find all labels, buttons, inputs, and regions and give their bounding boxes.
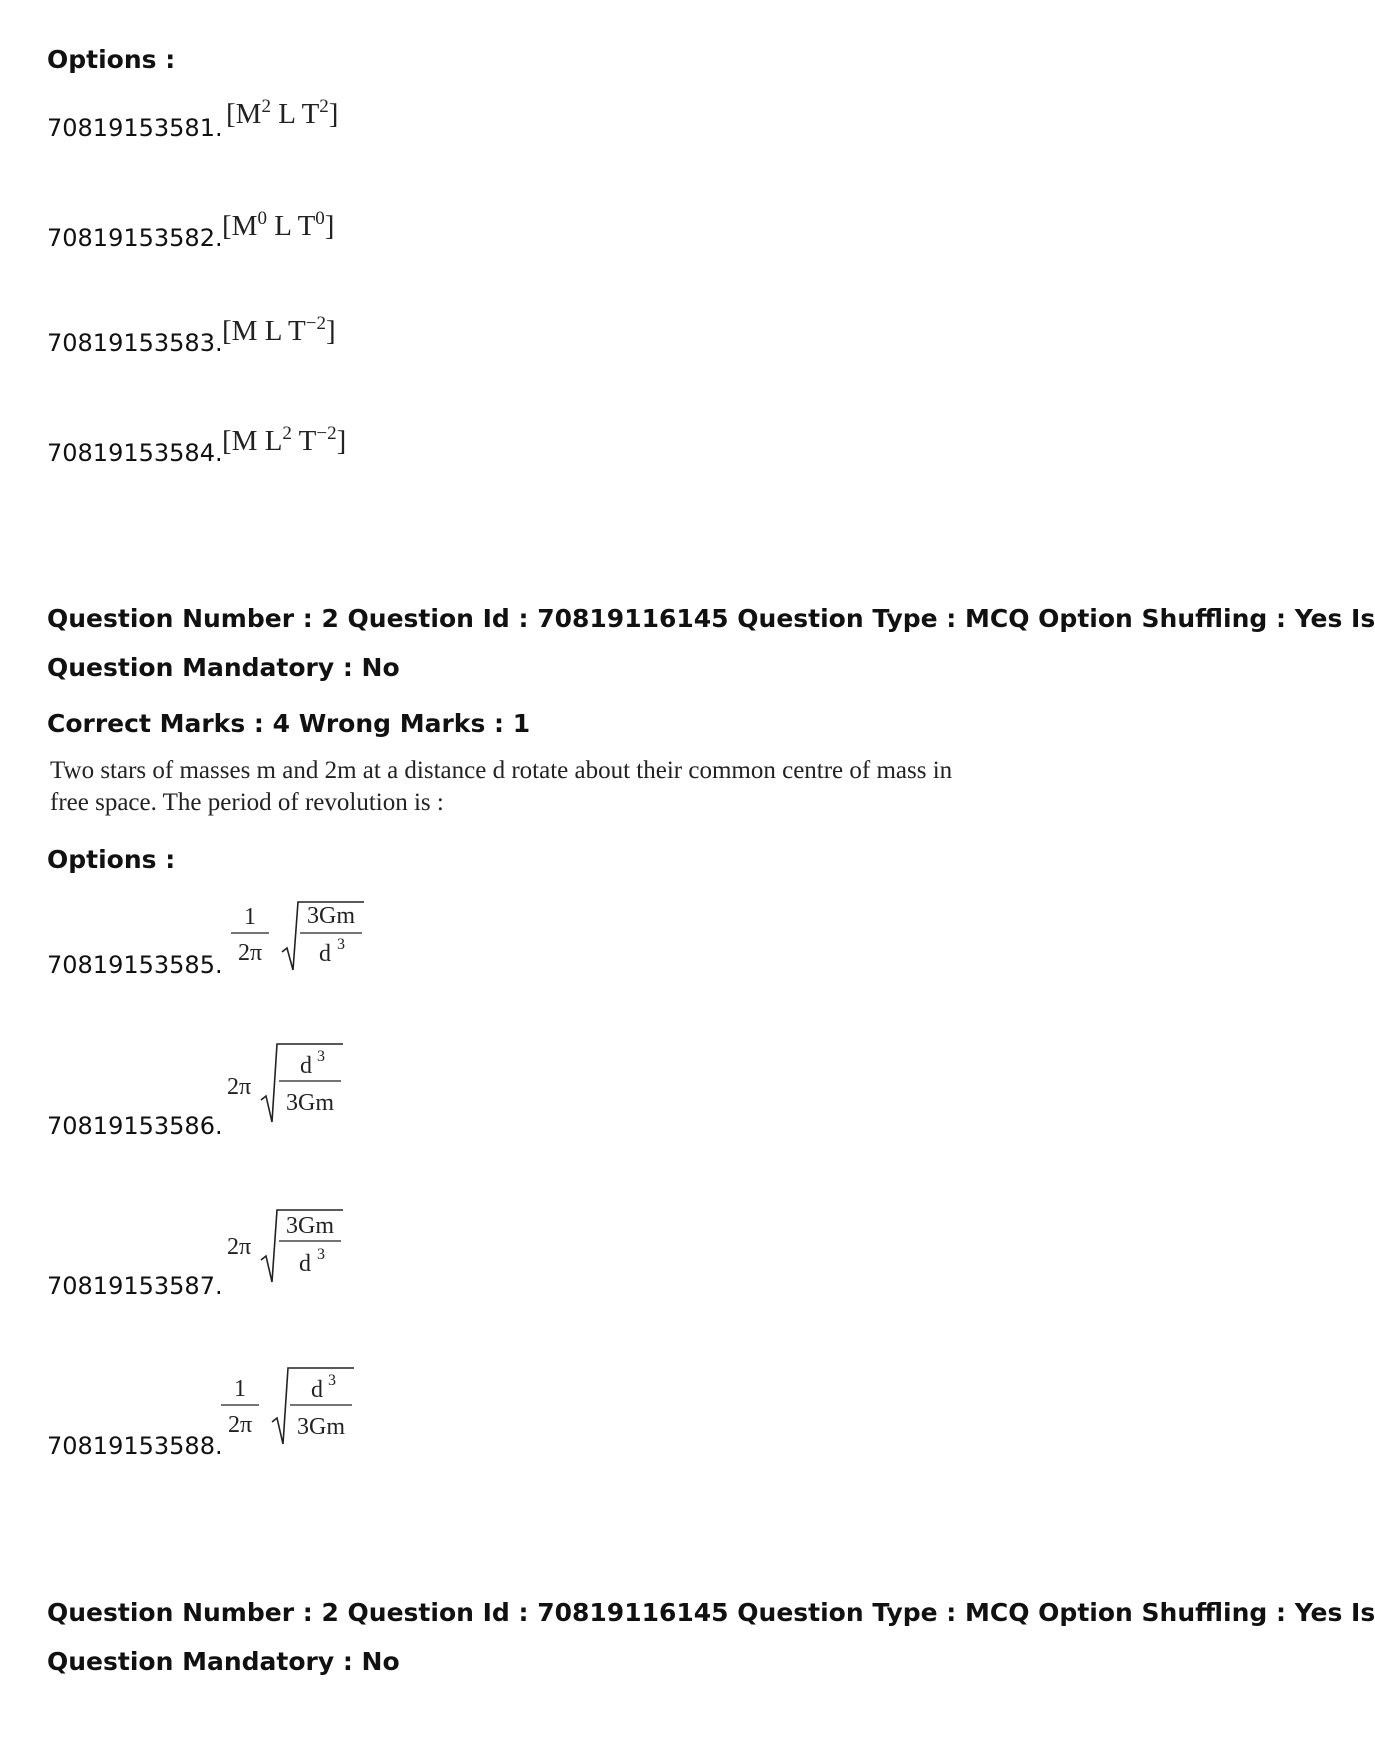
radical-denominator: d — [299, 1251, 311, 1277]
option-formula: [M $L^2$ $T^{-2}$] — [222, 423, 347, 457]
coef: 2π — [226, 1234, 252, 1260]
question-header: Question Number : 2 Question Id : 70819116145 Question Type : MCQ Option Shuffling : Yes Is — [47, 1598, 1375, 1627]
coef-numerator: 1 — [234, 1376, 246, 1402]
radical-numerator: 3Gm — [286, 1213, 334, 1239]
option-id: 70819153587. — [47, 1272, 223, 1300]
question-marks: Correct Marks : 4 Wrong Marks : 1 — [47, 709, 531, 738]
option-id: 70819153586. — [47, 1112, 223, 1140]
radical-numerator-exponent: 3 — [317, 1048, 325, 1065]
radical-numerator-exponent: 3 — [328, 1372, 336, 1389]
question-text-line: Two stars of masses m and 2m at a distance d rotate about their common centre of mass in — [50, 757, 953, 784]
radical-denominator-exponent: 3 — [337, 936, 345, 953]
option-id: 70819153583. — [47, 329, 223, 357]
radical-denominator: 3Gm — [297, 1414, 345, 1440]
options-heading: Options : — [47, 45, 176, 74]
coef-numerator: 1 — [244, 904, 256, 930]
radical-numerator: 3Gm — [307, 903, 355, 929]
option-formula: [M L $T^{-2}$] — [222, 313, 336, 347]
question-text — [50, 755, 952, 819]
option-id: 70819153584. — [47, 439, 223, 467]
option-formula — [210, 1360, 360, 1460]
option-formula — [220, 888, 370, 988]
option-formula: [$M^2$ L $T^2$] — [226, 96, 339, 130]
option-id: 70819153588. — [47, 1432, 223, 1460]
radical-numerator: d — [311, 1377, 323, 1403]
radical-denominator: 3Gm — [286, 1090, 334, 1116]
options-heading: Options : — [47, 845, 176, 874]
coef: 2π — [226, 1074, 252, 1100]
option-id: 70819153585. — [47, 951, 223, 979]
option-formula: [$M^0$ L $T^0$] — [222, 208, 335, 242]
question-mandatory: Question Mandatory : No — [47, 653, 400, 682]
question-header: Question Number : 2 Question Id : 70819116145 Question Type : MCQ Option Shuffling : Yes Is — [47, 604, 1375, 633]
radical-denominator: d — [319, 941, 331, 967]
option-id: 70819153581. — [47, 114, 223, 142]
coef-denominator: 2π — [237, 940, 263, 966]
question-mandatory: Question Mandatory : No — [47, 1647, 400, 1676]
radical-denominator-exponent: 3 — [317, 1246, 325, 1263]
radical-numerator: d — [300, 1053, 312, 1079]
option-formula — [215, 1038, 365, 1138]
option-id: 70819153582. — [47, 224, 223, 252]
option-formula — [215, 1198, 365, 1298]
coef-denominator: 2π — [227, 1412, 253, 1438]
question-text-line: free space. The period of revolution is : — [50, 789, 444, 816]
